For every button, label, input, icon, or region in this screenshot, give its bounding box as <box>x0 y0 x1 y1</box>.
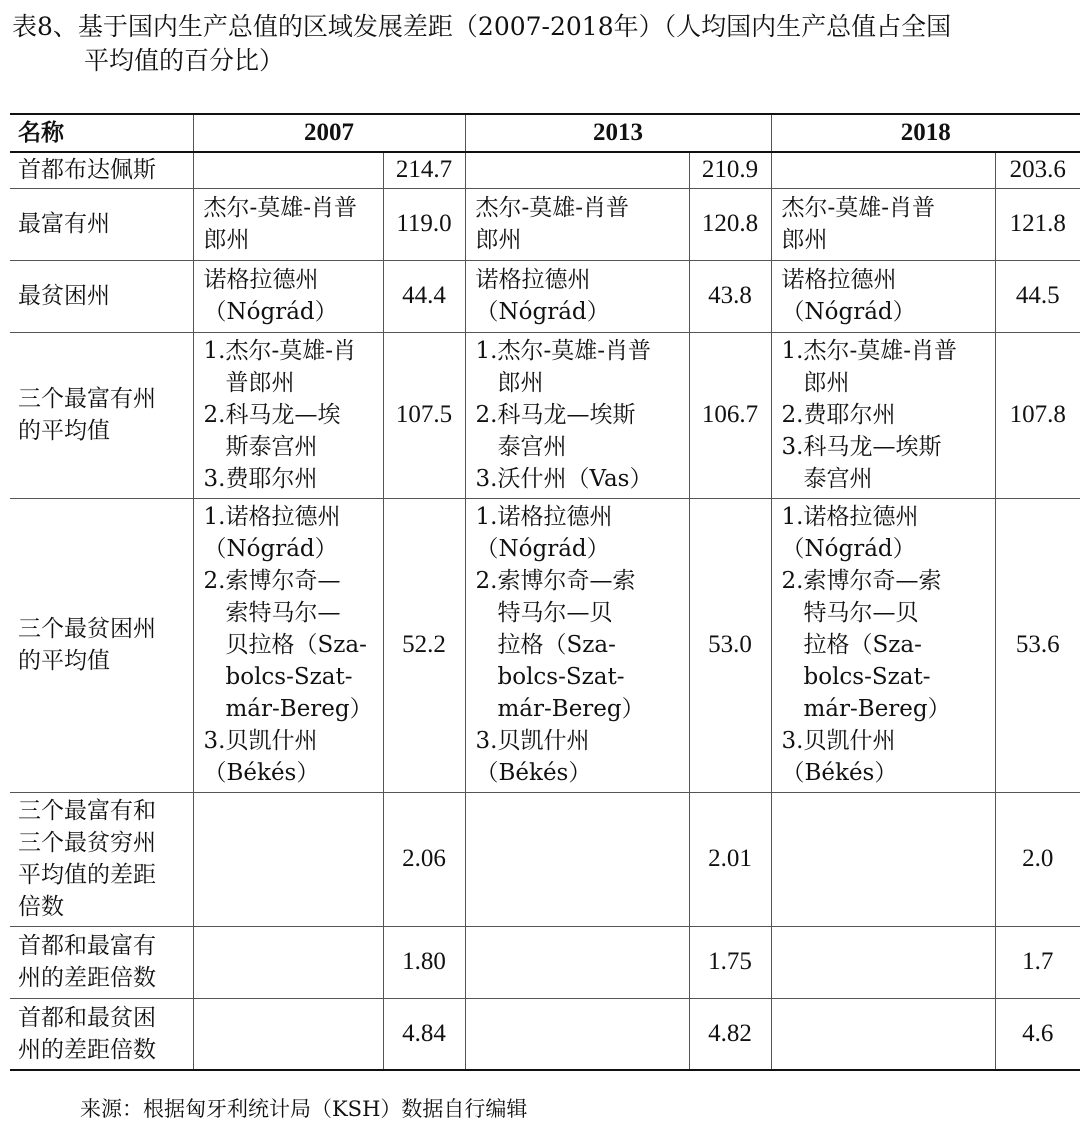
region-cell <box>465 498 689 792</box>
value-cell: 52.2 <box>383 498 465 792</box>
region-line: （Nógrád） <box>203 299 338 325</box>
region-cell <box>193 926 383 998</box>
region-line: 杰尔-莫雄-肖普 <box>203 195 358 221</box>
region-line: 诺格拉德州 <box>203 267 319 293</box>
value-cell: 119.0 <box>383 188 465 260</box>
row-label: 三个最富有州的平均值 <box>10 332 193 498</box>
region-line: 普郎州 <box>225 370 295 396</box>
region-line: 2.索博尔奇— <box>203 568 341 594</box>
region-cell <box>465 152 689 188</box>
value-cell: 121.8 <box>995 188 1080 260</box>
region-line: 3.科马龙—埃斯 <box>781 434 942 460</box>
value-cell: 1.75 <box>689 926 771 998</box>
region-line: 诺格拉德州 <box>475 267 591 293</box>
region-line: 诺格拉德州 <box>781 267 897 293</box>
table-row <box>10 332 1080 498</box>
value-cell: 107.5 <box>383 332 465 498</box>
value-cell: 4.84 <box>383 998 465 1070</box>
value-cell: 1.7 <box>995 926 1080 998</box>
region-cell <box>193 498 383 792</box>
table-row <box>10 498 1080 792</box>
value-cell: 1.80 <box>383 926 465 998</box>
header-name: 名称 <box>10 114 193 152</box>
region-line: 3.贝凯什州 <box>781 728 896 754</box>
region-line: 2.费耶尔州 <box>781 402 896 428</box>
table-row <box>10 152 1080 188</box>
caption-line-2: 平均值的百分比） <box>84 46 285 75</box>
region-line: 泰宫州 <box>803 466 873 492</box>
gdp-disparity-table <box>10 113 1080 1071</box>
row-label: 首都和最富有州的差距倍数 <box>10 926 193 998</box>
region-line: 拉格（Sza- <box>803 632 922 658</box>
region-line: 杰尔-莫雄-肖普 <box>475 195 630 221</box>
region-line: 郎州 <box>803 370 850 396</box>
region-line: 2.索博尔奇—索 <box>475 568 636 594</box>
value-cell: 2.0 <box>995 792 1080 926</box>
value-cell: 53.0 <box>689 498 771 792</box>
value-cell: 44.4 <box>383 260 465 332</box>
value-cell: 107.8 <box>995 332 1080 498</box>
region-cell <box>465 260 689 332</box>
region-cell <box>193 792 383 926</box>
region-cell <box>465 332 689 498</box>
region-line: （Nógrád） <box>475 536 610 562</box>
value-cell: 53.6 <box>995 498 1080 792</box>
region-cell <box>193 152 383 188</box>
region-line: 杰尔-莫雄-肖普 <box>781 195 936 221</box>
value-cell: 203.6 <box>995 152 1080 188</box>
region-cell <box>193 188 383 260</box>
region-line: （Nógrád） <box>781 536 916 562</box>
region-line: 2.科马龙—埃 <box>203 402 341 428</box>
region-line: （Békés） <box>475 760 592 786</box>
header-year-2013: 2013 <box>465 114 771 152</box>
region-line: 拉格（Sza- <box>497 632 616 658</box>
value-cell: 4.82 <box>689 998 771 1070</box>
region-line: 3.费耶尔州 <box>203 466 318 492</box>
region-line: 3.贝凯什州 <box>475 728 590 754</box>
region-line: 1.诺格拉德州 <box>203 504 341 530</box>
region-line: 郎州 <box>475 227 522 253</box>
value-cell: 4.6 <box>995 998 1080 1070</box>
region-line: 3.贝凯什州 <box>203 728 318 754</box>
region-line: 特马尔—贝 <box>803 600 919 626</box>
region-cell <box>771 926 995 998</box>
table-body <box>10 152 1080 1070</box>
region-line: bolcs-Szat- <box>803 664 931 690</box>
header-year-2007: 2007 <box>193 114 465 152</box>
region-line: 2.科马龙—埃斯 <box>475 402 636 428</box>
caption-line-1: 表8、基于国内生产总值的区域发展差距（2007-2018年）（人均国内生产总值占全国 <box>12 12 952 41</box>
region-cell <box>771 998 995 1070</box>
region-cell <box>771 792 995 926</box>
table-row <box>10 998 1080 1070</box>
region-line: 郎州 <box>203 227 250 253</box>
region-line: már-Bereg） <box>803 696 951 722</box>
region-line: bolcs-Szat- <box>497 664 625 690</box>
region-cell <box>771 152 995 188</box>
row-label: 首都和最贫困州的差距倍数 <box>10 998 193 1070</box>
region-line: 郎州 <box>497 370 544 396</box>
region-cell <box>771 498 995 792</box>
region-line: （Nógrád） <box>203 536 338 562</box>
row-label: 首都布达佩斯 <box>10 152 193 188</box>
value-cell: 214.7 <box>383 152 465 188</box>
region-cell <box>465 792 689 926</box>
region-line: 斯泰宫州 <box>225 434 318 460</box>
header-year-2018: 2018 <box>771 114 1080 152</box>
region-line: （Békés） <box>781 760 898 786</box>
region-cell <box>465 188 689 260</box>
value-cell: 44.5 <box>995 260 1080 332</box>
region-line: 1.诺格拉德州 <box>475 504 613 530</box>
table-caption <box>12 10 1080 78</box>
value-cell: 120.8 <box>689 188 771 260</box>
region-line: 郎州 <box>781 227 828 253</box>
region-line: （Nógrád） <box>475 299 610 325</box>
region-cell <box>771 188 995 260</box>
value-cell: 106.7 <box>689 332 771 498</box>
region-cell <box>465 998 689 1070</box>
region-line: （Békés） <box>203 760 320 786</box>
table-row <box>10 188 1080 260</box>
region-cell <box>193 260 383 332</box>
header-row <box>10 114 1080 152</box>
value-cell: 2.01 <box>689 792 771 926</box>
row-label: 三个最富有和三个最贫穷州平均值的差距倍数 <box>10 792 193 926</box>
region-line: 1.杰尔-莫雄-肖 <box>203 338 356 364</box>
region-line: már-Bereg） <box>225 696 373 722</box>
region-cell <box>465 926 689 998</box>
region-cell <box>193 332 383 498</box>
region-cell <box>771 260 995 332</box>
region-line: bolcs-Szat- <box>225 664 353 690</box>
region-cell <box>193 998 383 1070</box>
region-line: 索特马尔— <box>225 600 341 626</box>
region-line: 1.杰尔-莫雄-肖普 <box>781 338 957 364</box>
row-label: 最富有州 <box>10 188 193 260</box>
region-line: 1.杰尔-莫雄-肖普 <box>475 338 651 364</box>
region-line: már-Bereg） <box>497 696 645 722</box>
region-line: 3.沃什州（Vas） <box>475 466 653 492</box>
region-line: 特马尔—贝 <box>497 600 613 626</box>
table-row <box>10 260 1080 332</box>
region-line: （Nógrád） <box>781 299 916 325</box>
row-label: 三个最贫困州的平均值 <box>10 498 193 792</box>
region-line: 泰宫州 <box>497 434 567 460</box>
table-row <box>10 926 1080 998</box>
table-row <box>10 792 1080 926</box>
value-cell: 2.06 <box>383 792 465 926</box>
source-note: 来源：根据匈牙利统计局（KSH）数据自行编辑 <box>80 1097 528 1121</box>
region-line: 贝拉格（Sza- <box>225 632 367 658</box>
region-line: 1.诺格拉德州 <box>781 504 919 530</box>
value-cell: 43.8 <box>689 260 771 332</box>
region-line: 2.索博尔奇—索 <box>781 568 942 594</box>
region-cell <box>771 332 995 498</box>
value-cell: 210.9 <box>689 152 771 188</box>
row-label: 最贫困州 <box>10 260 193 332</box>
